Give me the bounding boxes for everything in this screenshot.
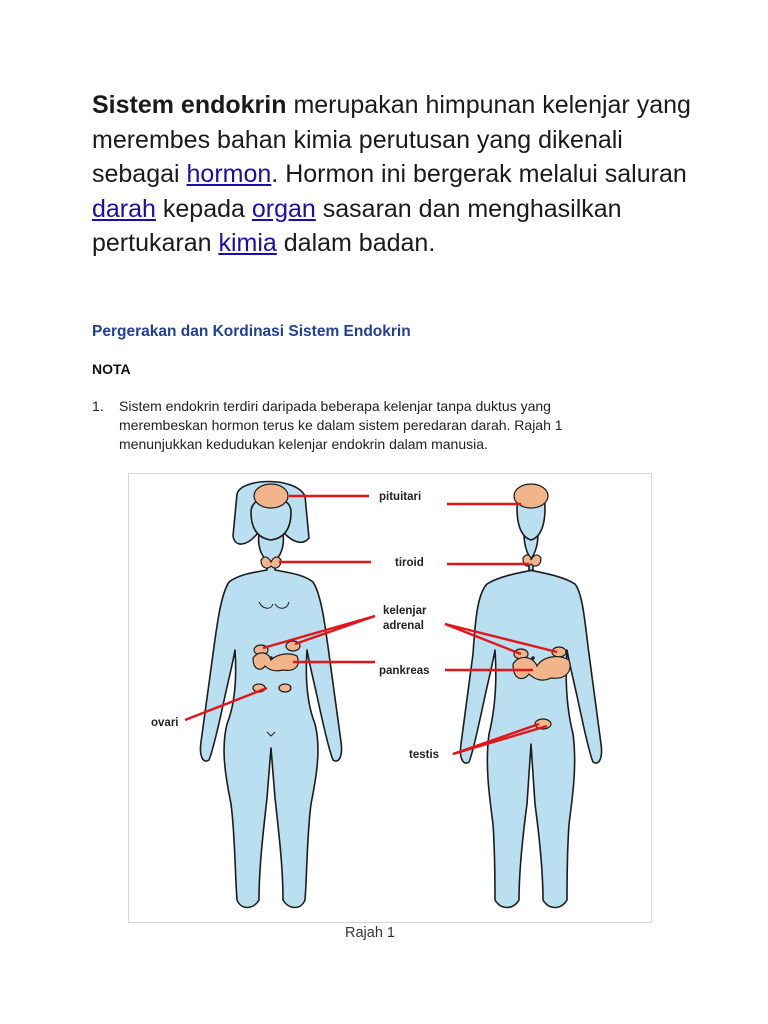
figure-caption xyxy=(0,925,768,941)
intro-bold-term: Sistem endokrin xyxy=(92,91,287,119)
label-testis: testis xyxy=(409,749,440,761)
female-ovary-right xyxy=(279,684,291,692)
male-figure xyxy=(460,486,601,908)
female-body xyxy=(200,534,341,908)
label-tiroid: tiroid xyxy=(395,557,424,569)
male-body xyxy=(460,534,601,908)
endocrine-diagram-svg xyxy=(129,474,651,922)
female-figure xyxy=(200,482,341,908)
label-kelenjar: kelenjar xyxy=(383,605,427,617)
intro-paragraph xyxy=(92,88,692,261)
label-ovari: ovari xyxy=(151,717,179,729)
endocrine-diagram xyxy=(128,473,652,923)
intro-text-3: kepada xyxy=(155,194,252,223)
intro-text-4: sasaran dan menghasilkan pertukaran xyxy=(92,194,622,257)
note-text: Sistem endokrin terdiri daripada beberapa kelenjar tanpa duktus yang merembeskan hormon terus ke dalam sistem peredaran darah. Rajah 1 menunjukkan kedudukan kelenjar endokrin dalam manusia. xyxy=(119,398,563,452)
intro-text-1: merupakan himpunan kelenjar yang merembes bahan kimia perutusan yang dikenali sebagai xyxy=(92,91,691,188)
female-pituitary-gland xyxy=(254,484,288,508)
section-heading: Pergerakan dan Kordinasi Sistem Endokrin xyxy=(92,323,411,340)
label-adrenal: adrenal xyxy=(383,620,424,632)
link-kimia[interactable]: kimia xyxy=(218,229,277,257)
nota-heading: NOTA xyxy=(92,361,131,377)
intro-text-5: dalam badan. xyxy=(276,229,436,257)
label-pituitari: pituitari xyxy=(379,491,422,503)
link-darah[interactable]: darah xyxy=(92,194,156,223)
link-hormon[interactable]: hormon xyxy=(186,160,272,188)
figure-caption-text: Rajah 1 xyxy=(345,925,395,941)
intro-text-2: . Hormon ini bergerak melalui saluran xyxy=(271,160,687,188)
note-number: 1. xyxy=(92,398,104,414)
label-pankreas: pankreas xyxy=(379,665,430,677)
link-organ[interactable]: organ xyxy=(251,194,316,223)
